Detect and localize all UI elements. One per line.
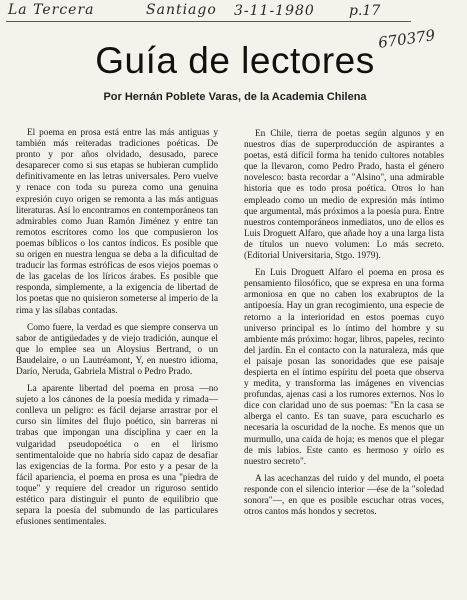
paragraph: Como fuere, la verdad es que siempre conserva un sabor de antigüedades y de viejo tradición, aunque el que lo emplee sea un Aloysius Bertrand, o un Baudelaire, o un Lautréamont, Y, en nuestro idioma, Darío, Neruda, Gabriela Mistral o Pedro Prado. (16, 322, 218, 377)
article-title: Guía de lectores (95, 40, 375, 81)
paragraph: En Chile, tierra de poetas según algunos y en nuestros días de superproducción de aspirantes a poetas, está difícil forma ha tenido cultores notables que la llevaron, como Pedro Prado, hasta el género novelesco: basta recordar a "Alsino", una admirable historia que es todo prosa poética. Otros lo han empleado como un medio de expresión más íntimo que argumental, más próximos a la poesía pura. Entre nuestros contemporáneos inmediatos, uno de ellos es Luis Droguett Alfaro, que añade hoy a una larga lista de títulos un nuevo volumen: Lo más secreto. (Editorial Universitaria, Stgo. 1979). (244, 129, 444, 262)
paragraph: En Luis Droguett Alfaro el poema en prosa es pensamiento filosófico, que se expresa en una forma armoniosa en que no caben los exabruptos de la antipoesía. Hay un gran recogimiento, una especie de retorno a la interioridad en estos poemas cuyo universo principal es lo íntimo del hombre y su ambiente más próximo: hogar, libros, papeles, recinto del jardín. En el contacto con la naturaleza, más que el paisaje posan las sonoridades que ese paisaje despierta en el íntimo espíritu del poeta que observa y medita, y transforma las imágenes en vivencias profundas, ajenas casi a los rumores externos. Nos lo dice con claridad uno de sus poemas: "En la casa se alberga el canto. Es tan suave, para escucharlo es necesaria la oscuridad de la noche. Es menos que un murmullo, una caída de hoja; es menos que el plegar de mis labios. Este canto es hermoso y oírlo es nuestro secreto". (244, 268, 444, 467)
handwritten-city: Santiago (146, 2, 217, 18)
header-rule (6, 21, 411, 22)
handwritten-date: 3-11-1980 (234, 3, 315, 19)
paragraph: La aparente libertad del poema en prosa —no sujeto a los cánones de la poesía medida y rimada— conlleva un peligro: es fácil dejarse arrastrar por el curso sin límites del flujo poético, sin barreras ni trabas que impongan una disciplina y caer en la vulgaridad pseudopoética o en el lirismo sentimentaloide que no habría sido capaz de desafiar las exigencias de la forma. Por esto y a pesar de la fácil apariencia, el poema en prosa es una "piedra de toque" y requiere del creador un riguroso sentido estético para distinguir el punto de equilibrio que separa la poesía del submundo de las particulares efusiones sentimentales. (16, 384, 218, 528)
right-column (244, 129, 444, 524)
article-byline: Por Hernán Poblete Varas, de la Academia Chilena (103, 91, 367, 103)
paragraph: A las acechanzas del ruido y del mundo, el poeta responde con el silencio interior —ése de la "soledad sonora"—, en que es posible escuchar otras voces, otros cantos más hondos y secretos. (244, 473, 444, 518)
left-column (16, 128, 218, 534)
paragraph: El poema en prosa está entre las más antiguas y también más reiteradas tradiciones poéticas. De pronto y por años olvidado, desusado, parece desaparecer como si sus etapas se hubieran cumplido definitivamente en las letras universales. Pero vuelve y renace con toda su pureza como una genuina expresión cuyo origen se remonta a las más antiguas literaturas. Así lo encontramos en contemporáneos tan admirables como Juan Ramón Jiménez y entre tan remotos escritores como los que compusieron los poemas bíblicos o los cantos índicos. Es posible que su origen en nuestra lengua se deba a la dificultad de traducir las formas estróficas de esos viejos poemas o de las gacelas de los líricos árabes. Es posible que responda, simplemente, a la exigencia de libertad de los poetas que no quisieron someterse al imperio de la rima y las sílabas contadas. (16, 128, 218, 316)
handwritten-newspaper-name: La Tercera (8, 2, 95, 18)
handwritten-archive-code: 670379 (377, 26, 437, 52)
handwritten-page-number: p.17 (349, 3, 381, 19)
